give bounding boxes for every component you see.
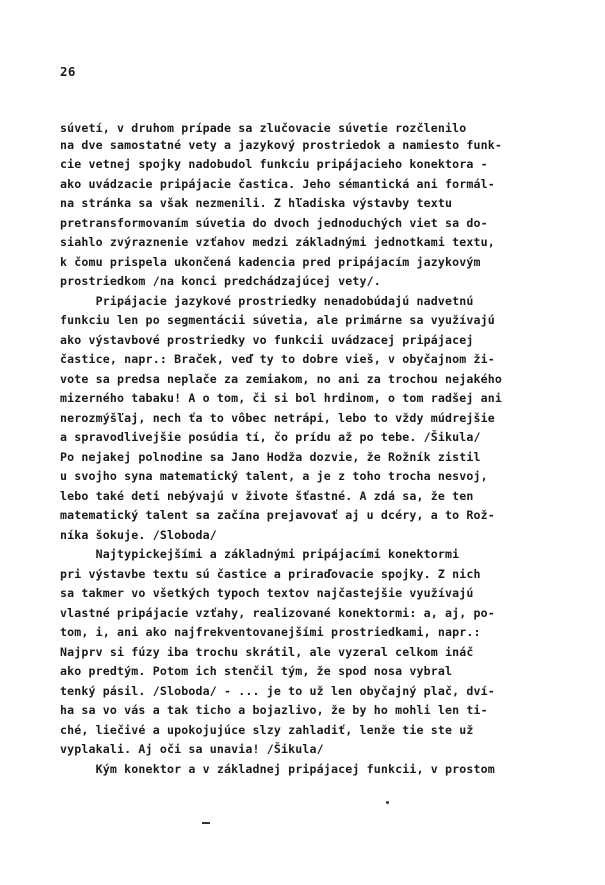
text-line: tom, i, ani ako najfrekventovanejšími prostriedkami, napr.: <box>60 625 481 639</box>
stray-mark <box>202 822 210 824</box>
text-line: ché, liečivé a upokojujúce slzy zahladiť, lenže tie ste už <box>60 723 474 737</box>
text-line: Najtypickejšími a základnými pripájacími konektormi <box>60 547 460 561</box>
text-line: siahlo zvýraznenie vzťahov medzi základnými jednotkami textu, <box>60 235 495 249</box>
text-line: níka šokuje. /Sloboda/ <box>60 528 217 542</box>
text-line: nerozmýšľaj, nech ťa to vôbec netrápi, lebo to vždy múdrejšie <box>60 411 495 425</box>
text-line: ako uvádzacie pripájacie častica. Jeho sémantická ani formál- <box>60 177 495 191</box>
text-line: pri výstavbe textu sú častice a priraďovacie spojky. Z nich <box>60 567 481 581</box>
text-line: u svojho syna matematický talent, a je z toho trocha nesvoj, <box>60 469 488 483</box>
page-number: 26 <box>60 64 76 79</box>
text-line: Pripájacie jazykové prostriedky nenadobúdajú nadvetnú <box>60 294 474 308</box>
text-line: ako predtým. Potom ich stenčil tým, že spod nosa vybral <box>60 664 453 678</box>
text-line: tenký pásil. /Sloboda/ - ... je to už len obyčajný plač, dví- <box>60 684 495 698</box>
text-line: vote sa predsa neplače za zemiakom, no ani za trochou nejakého <box>60 372 503 386</box>
text-line: Najprv si fúzy iba trochu skrátil, ale vyzeral celkom ináč <box>60 645 474 659</box>
text-line: matematický talent sa začína prejavovať aj u dcéry, a to Rož- <box>60 508 495 522</box>
text-line: sa takmer vo všetkých typoch textov najčastejšie využívajú <box>60 586 474 600</box>
text-line: Kým konektor a v základnej pripájacej funkcii, v prostom <box>60 762 495 776</box>
text-line: vyplakali. Aj oči sa unavia! /Šikula/ <box>60 742 324 756</box>
text-line: k čomu prispela ukončená kadencia pred pripájacím jazykovým <box>60 255 481 269</box>
text-line: súvetí, v druhom prípade sa zlučovacie súvetie rozčlenilo <box>60 121 467 135</box>
text-line: vlastné pripájacie vzťahy, realizované konektormi: a, aj, po- <box>60 606 495 620</box>
text-line: Po nejakej polnodine sa Jano Hodža dozvie, že Rožník zistil <box>60 450 481 464</box>
text-line: ako výstavbové prostriedky vo funkcii uvádzacej pripájacej <box>60 333 474 347</box>
text-line: prostriedkom /na konci predchádzajúcej vety/. <box>60 274 381 288</box>
text-line: funkciu len po segmentácii súvetia, ale primárne sa využívajú <box>60 313 495 327</box>
text-line: cie vetnej spojky nadobudol funkciu pripájacieho konektora - <box>60 157 488 171</box>
text-line: pretransformovaním súvetia do dvoch jednoduchých viet sa do- <box>60 216 488 230</box>
text-line: a spravodlivejšie posúdia tí, čo prídu až po tebe. /Šikula/ <box>60 430 481 444</box>
text-line: na stránka sa však nezmenili. Z hľadiska výstavby textu <box>60 196 453 210</box>
text-line: ha sa vo vás a tak ticho a bojazlivo, že by ho mohli len ti- <box>60 703 488 717</box>
text-line: mizerného tabaku! A o tom, či si bol hrdinom, o tom radšej ani <box>60 391 503 405</box>
text-line: na dve samostatné vety a jazykový prostriedok a namiesto funk- <box>60 138 503 152</box>
text-line: lebo také deti nebývajú v živote šťastné. A zdá sa, že ten <box>60 489 474 503</box>
text-line: častice, napr.: Braček, veď ty to dobre vieš, v obyčajnom ži- <box>60 352 495 366</box>
stray-mark <box>386 801 389 804</box>
